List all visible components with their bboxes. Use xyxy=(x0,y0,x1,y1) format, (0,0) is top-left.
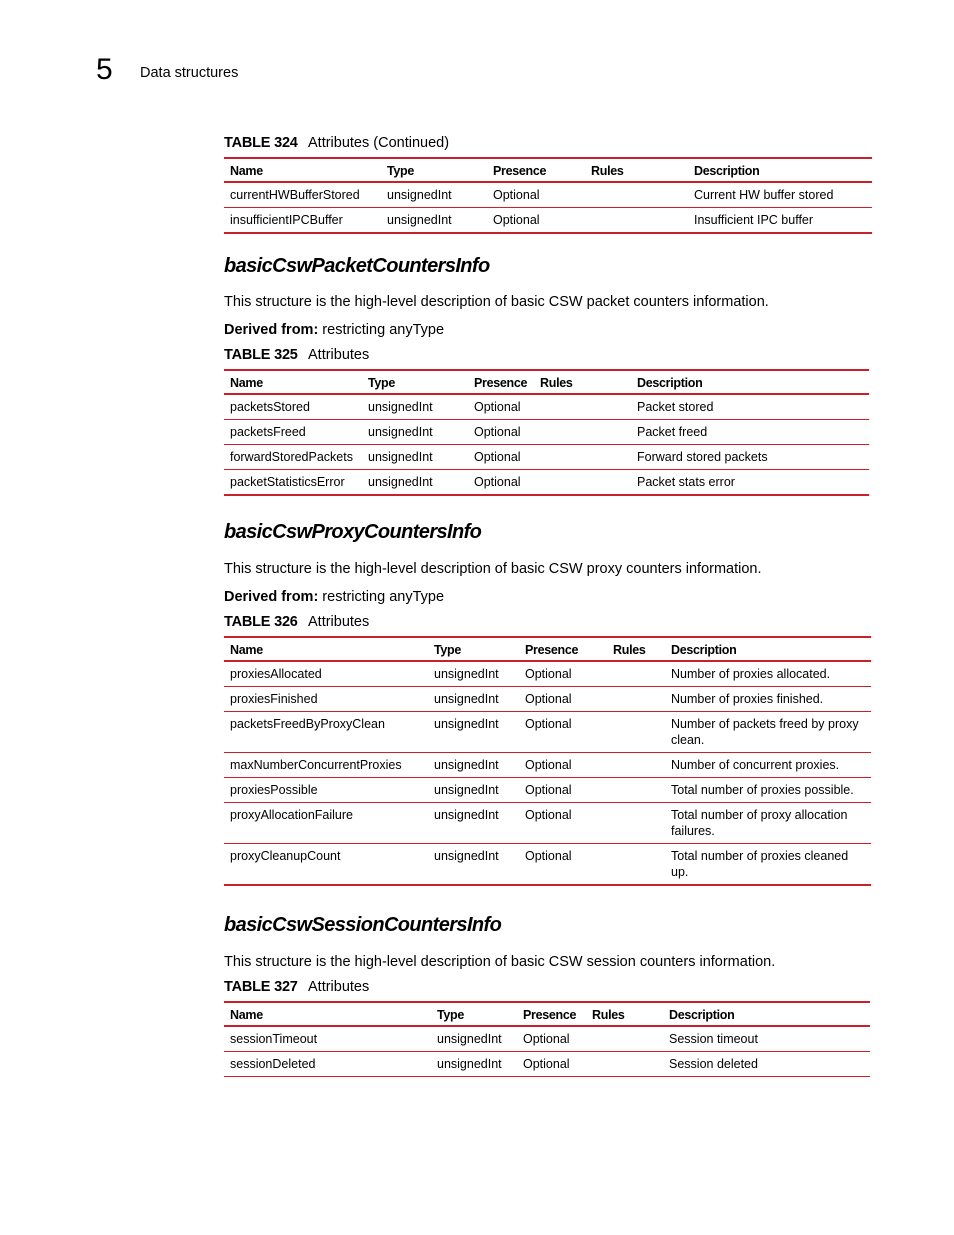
table-cell-type: unsignedInt xyxy=(431,1052,517,1077)
table-label: TABLE 325 xyxy=(224,347,298,363)
table-row xyxy=(224,1026,870,1052)
table-cell-name: proxiesFinished xyxy=(224,687,428,712)
table-324 xyxy=(224,157,872,234)
table-cell-rules xyxy=(534,394,631,420)
table-cell-name: proxiesAllocated xyxy=(224,661,428,687)
table-cell-description: Number of proxies finished. xyxy=(665,687,871,712)
table-cell-description: Insufficient IPC buffer xyxy=(688,208,872,234)
table-325-caption xyxy=(224,347,369,363)
table-cell-presence: Optional xyxy=(468,394,534,420)
table-cell-name: insufficientIPCBuffer xyxy=(224,208,381,234)
table-cell-presence: Optional xyxy=(468,470,534,496)
table-cell-name: packetsFreed xyxy=(224,420,362,445)
table-cell-name: proxiesPossible xyxy=(224,778,428,803)
table-326-caption xyxy=(224,614,369,630)
table-cell-presence: Optional xyxy=(519,844,607,886)
table-cell-presence: Optional xyxy=(519,753,607,778)
column-header-description: Description xyxy=(665,637,871,661)
table-cell-rules xyxy=(607,661,665,687)
table-324-caption xyxy=(224,135,449,151)
table-cell-type: unsignedInt xyxy=(362,394,468,420)
table-cell-type: unsignedInt xyxy=(428,844,519,886)
table-cell-rules xyxy=(607,753,665,778)
column-header-presence: Presence xyxy=(487,158,585,182)
table-cell-presence: Optional xyxy=(487,182,585,208)
table-cell-name: proxyCleanupCount xyxy=(224,844,428,886)
table-cell-description: Packet freed xyxy=(631,420,869,445)
table-cell-presence: Optional xyxy=(519,803,607,844)
table-325 xyxy=(224,369,869,496)
table-row xyxy=(224,394,869,420)
table-title: Attributes xyxy=(308,614,370,630)
table-cell-description: Number of packets freed by proxy clean. xyxy=(665,712,871,753)
table-cell-rules xyxy=(534,420,631,445)
column-header-rules: Rules xyxy=(607,637,665,661)
derived-from-label: Derived from: xyxy=(224,322,319,338)
table-row xyxy=(224,803,871,844)
table-cell-description: Session deleted xyxy=(663,1052,870,1077)
table-cell-description: Total number of proxy allocation failures. xyxy=(665,803,871,844)
table-cell-description: Current HW buffer stored xyxy=(688,182,872,208)
table-cell-type: unsignedInt xyxy=(428,687,519,712)
table-row xyxy=(224,182,872,208)
section-description: This structure is the high-level description of basic CSW proxy counters information. xyxy=(224,561,762,577)
column-header-rules: Rules xyxy=(534,370,631,394)
table-cell-rules xyxy=(586,1026,663,1052)
table-cell-description: Total number of proxies possible. xyxy=(665,778,871,803)
column-header-name: Name xyxy=(224,637,428,661)
table-cell-description: Forward stored packets xyxy=(631,445,869,470)
column-header-presence: Presence xyxy=(519,637,607,661)
table-row xyxy=(224,445,869,470)
section-heading-session-counters: basicCswSessionCountersInfo xyxy=(224,914,502,936)
table-cell-description: Packet stored xyxy=(631,394,869,420)
column-header-name: Name xyxy=(224,158,381,182)
table-header-row xyxy=(224,370,869,394)
table-cell-name: proxyAllocationFailure xyxy=(224,803,428,844)
table-row xyxy=(224,470,869,496)
table-cell-rules xyxy=(534,445,631,470)
table-cell-type: unsignedInt xyxy=(428,778,519,803)
table-cell-type: unsignedInt xyxy=(428,661,519,687)
table-cell-presence: Optional xyxy=(468,445,534,470)
table-cell-name: currentHWBufferStored xyxy=(224,182,381,208)
table-cell-type: unsignedInt xyxy=(362,470,468,496)
table-cell-name: sessionTimeout xyxy=(224,1026,431,1052)
table-cell-name: packetStatisticsError xyxy=(224,470,362,496)
table-row xyxy=(224,1052,870,1077)
table-cell-description: Total number of proxies cleaned up. xyxy=(665,844,871,886)
section-heading-packet-counters: basicCswPacketCountersInfo xyxy=(224,255,490,277)
table-cell-type: unsignedInt xyxy=(428,753,519,778)
table-cell-rules xyxy=(585,182,688,208)
table-cell-type: unsignedInt xyxy=(381,208,487,234)
section-description: This structure is the high-level description of basic CSW packet counters information. xyxy=(224,294,769,310)
table-cell-description: Session timeout xyxy=(663,1026,870,1052)
table-title: Attributes xyxy=(308,347,370,363)
table-327 xyxy=(224,1001,870,1077)
table-label: TABLE 326 xyxy=(224,614,298,630)
table-cell-name: packetsStored xyxy=(224,394,362,420)
table-cell-name: maxNumberConcurrentProxies xyxy=(224,753,428,778)
table-cell-rules xyxy=(585,208,688,234)
table-cell-type: unsignedInt xyxy=(428,712,519,753)
table-row xyxy=(224,661,871,687)
table-cell-name: sessionDeleted xyxy=(224,1052,431,1077)
table-cell-presence: Optional xyxy=(517,1026,586,1052)
table-cell-type: unsignedInt xyxy=(362,420,468,445)
derived-from-value: restricting anyType xyxy=(318,322,445,338)
table-row xyxy=(224,844,871,886)
column-header-name: Name xyxy=(224,370,362,394)
table-row xyxy=(224,712,871,753)
table-cell-name: forwardStoredPackets xyxy=(224,445,362,470)
table-cell-rules xyxy=(607,778,665,803)
table-cell-presence: Optional xyxy=(468,420,534,445)
table-row xyxy=(224,778,871,803)
table-cell-type: unsignedInt xyxy=(381,182,487,208)
table-row xyxy=(224,687,871,712)
table-label: TABLE 324 xyxy=(224,135,298,151)
table-cell-rules xyxy=(534,470,631,496)
table-cell-presence: Optional xyxy=(517,1052,586,1077)
derived-from xyxy=(224,322,444,338)
table-326 xyxy=(224,636,871,886)
table-label: TABLE 327 xyxy=(224,979,298,995)
column-header-rules: Rules xyxy=(586,1002,663,1026)
column-header-type: Type xyxy=(381,158,487,182)
table-cell-description: Number of proxies allocated. xyxy=(665,661,871,687)
table-title: Attributes xyxy=(308,979,370,995)
table-cell-presence: Optional xyxy=(519,687,607,712)
column-header-presence: Presence xyxy=(517,1002,586,1026)
table-header-row xyxy=(224,1002,870,1026)
derived-from-label: Derived from: xyxy=(224,589,319,605)
chapter-number: 5 xyxy=(96,53,113,86)
table-cell-description: Number of concurrent proxies. xyxy=(665,753,871,778)
table-row xyxy=(224,753,871,778)
column-header-description: Description xyxy=(688,158,872,182)
column-header-description: Description xyxy=(663,1002,870,1026)
table-cell-rules xyxy=(607,803,665,844)
table-cell-type: unsignedInt xyxy=(362,445,468,470)
table-row xyxy=(224,420,869,445)
column-header-presence: Presence xyxy=(468,370,534,394)
table-cell-presence: Optional xyxy=(519,661,607,687)
column-header-type: Type xyxy=(428,637,519,661)
table-cell-presence: Optional xyxy=(487,208,585,234)
table-cell-rules xyxy=(586,1052,663,1077)
column-header-type: Type xyxy=(362,370,468,394)
table-cell-description: Packet stats error xyxy=(631,470,869,496)
section-description: This structure is the high-level description of basic CSW session counters information. xyxy=(224,954,776,970)
column-header-type: Type xyxy=(431,1002,517,1026)
table-row xyxy=(224,208,872,234)
table-cell-type: unsignedInt xyxy=(431,1026,517,1052)
table-cell-type: unsignedInt xyxy=(428,803,519,844)
section-heading-proxy-counters: basicCswProxyCountersInfo xyxy=(224,521,482,543)
table-cell-presence: Optional xyxy=(519,712,607,753)
table-cell-rules xyxy=(607,844,665,886)
derived-from-value: restricting anyType xyxy=(318,589,445,605)
table-title: Attributes (Continued) xyxy=(308,135,450,151)
table-cell-rules xyxy=(607,712,665,753)
table-header-row xyxy=(224,158,872,182)
derived-from xyxy=(224,589,444,605)
table-327-caption xyxy=(224,979,369,995)
chapter-title: Data structures xyxy=(140,65,239,81)
table-cell-presence: Optional xyxy=(519,778,607,803)
table-cell-name: packetsFreedByProxyClean xyxy=(224,712,428,753)
table-cell-rules xyxy=(607,687,665,712)
table-header-row xyxy=(224,637,871,661)
column-header-rules: Rules xyxy=(585,158,688,182)
column-header-name: Name xyxy=(224,1002,431,1026)
column-header-description: Description xyxy=(631,370,869,394)
